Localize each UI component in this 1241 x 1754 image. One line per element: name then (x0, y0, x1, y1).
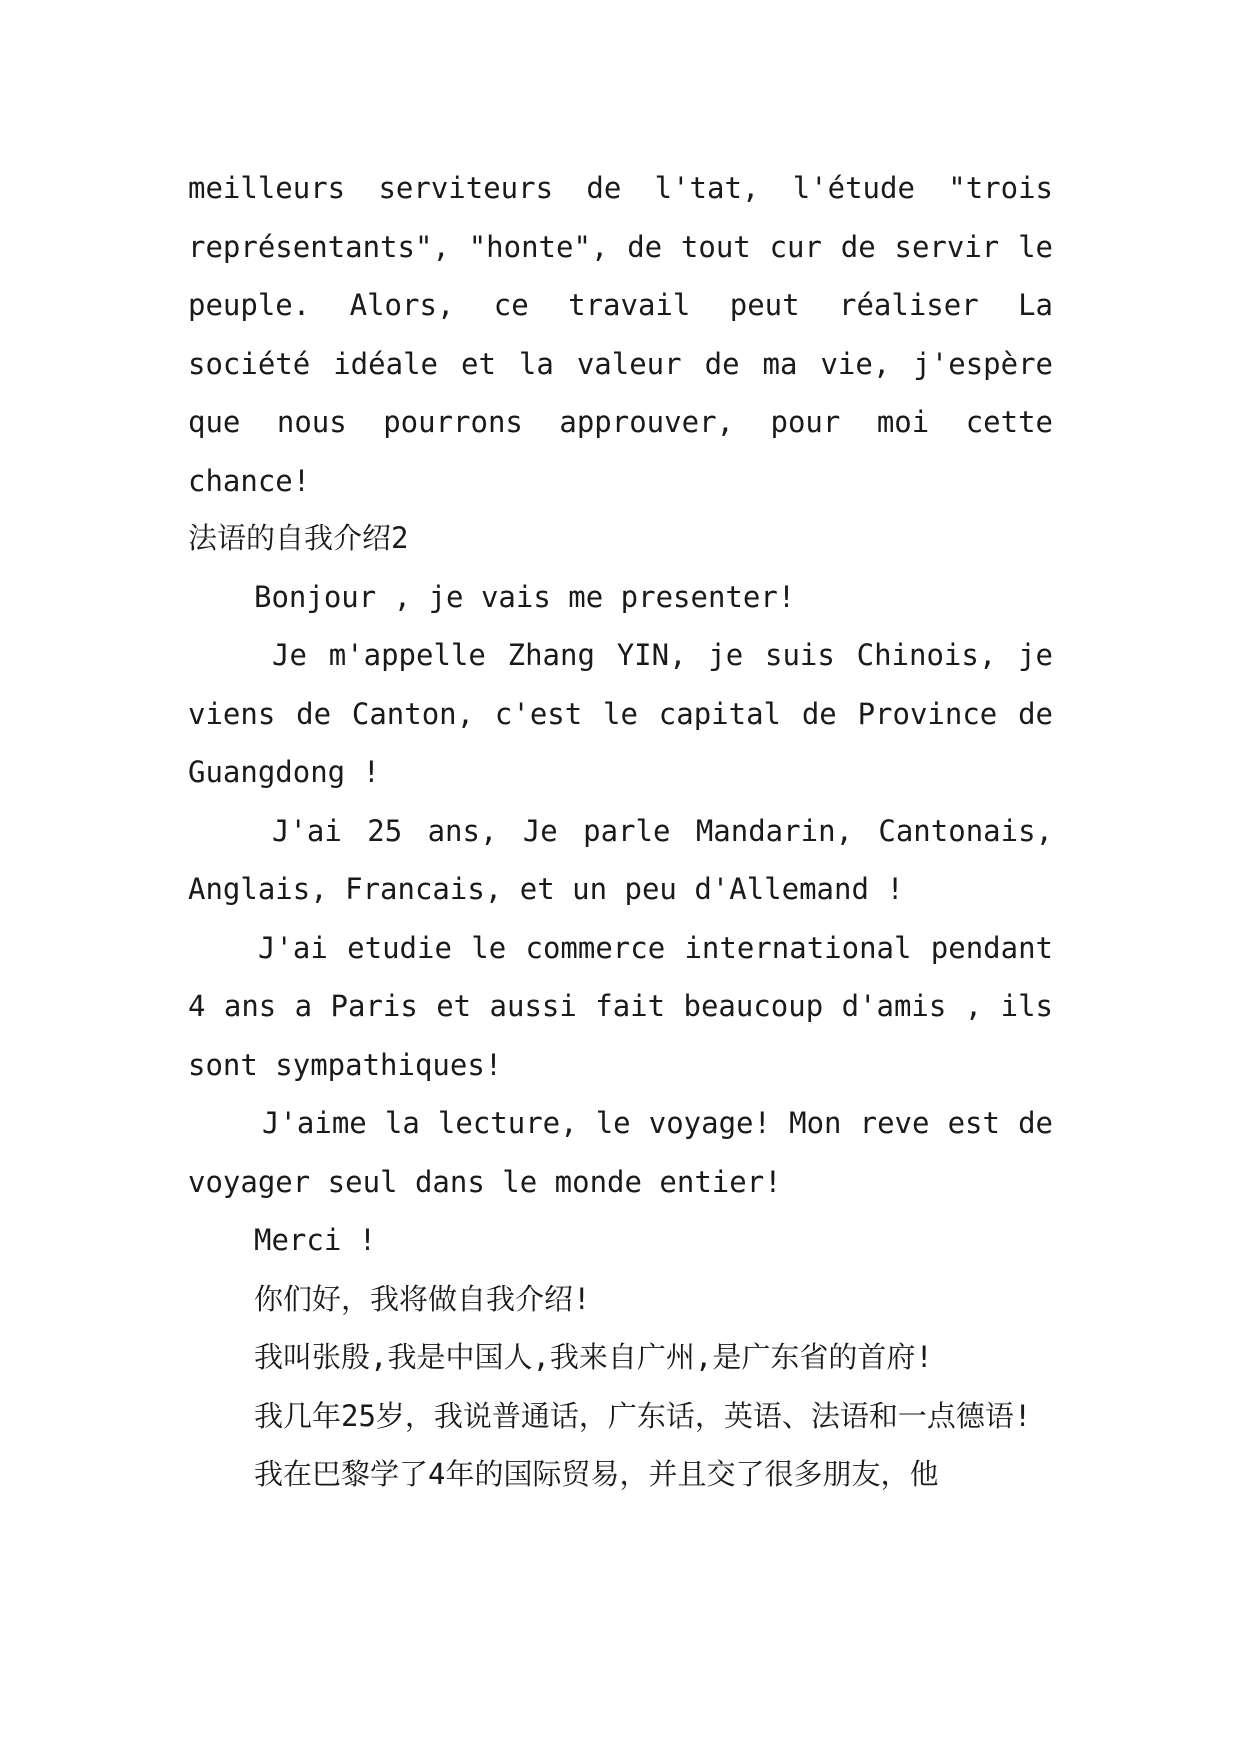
paragraph-cn-name: 我叫张殷,我是中国人,我来自广州,是广东省的首府! (254, 1340, 933, 1374)
paragraph-cn-studies: 我在巴黎学了4年的国际贸易，并且交了很多朋友，他 (254, 1457, 939, 1491)
paragraph-cn-languages: 我几年25岁，我说普通话，广东话，英语、法语和一点德语! (254, 1398, 1032, 1433)
paragraph-thanks: Merci ! (254, 1223, 377, 1257)
paragraph-languages: J'ai 25 ans, Je parle Mandarin, Cantonais, Anglais, Francais, et un peu d'Allemand ! (188, 813, 1053, 906)
paragraph-hobbies: J'aime la lecture, le voyage! Mon reve est de voyager seul dans le monde entier! (188, 1106, 1053, 1199)
paragraph-studies: J'ai etudie le commerce international pendant 4 ans a Paris et aussi fait beaucoup d'amis , ils sont sympathiques! (188, 930, 1053, 1082)
section-title: 法语的自我介绍2 (188, 521, 409, 555)
section-2 (188, 509, 1053, 1504)
previous-section-text (188, 159, 1053, 510)
intro-tail-paragraph: meilleurs serviteurs de l'tat, l'étude "trois représentants", "honte", de tout cur de servir le peuple. Alors, ce travail peut réaliser La société idéale et la valeur de ma vie, j'espère que nous pourrons approuver, pour moi cette chance! (188, 171, 1053, 498)
paragraph-cn-greeting: 你们好，我将做自我介绍! (254, 1281, 591, 1316)
paragraph-name: Je m'appelle Zhang YIN, je suis Chinois, je viens de Canton, c'est le capital de Province de Guangdong ! (188, 638, 1053, 789)
paragraph-greeting: Bonjour , je vais me presenter! (254, 579, 796, 614)
